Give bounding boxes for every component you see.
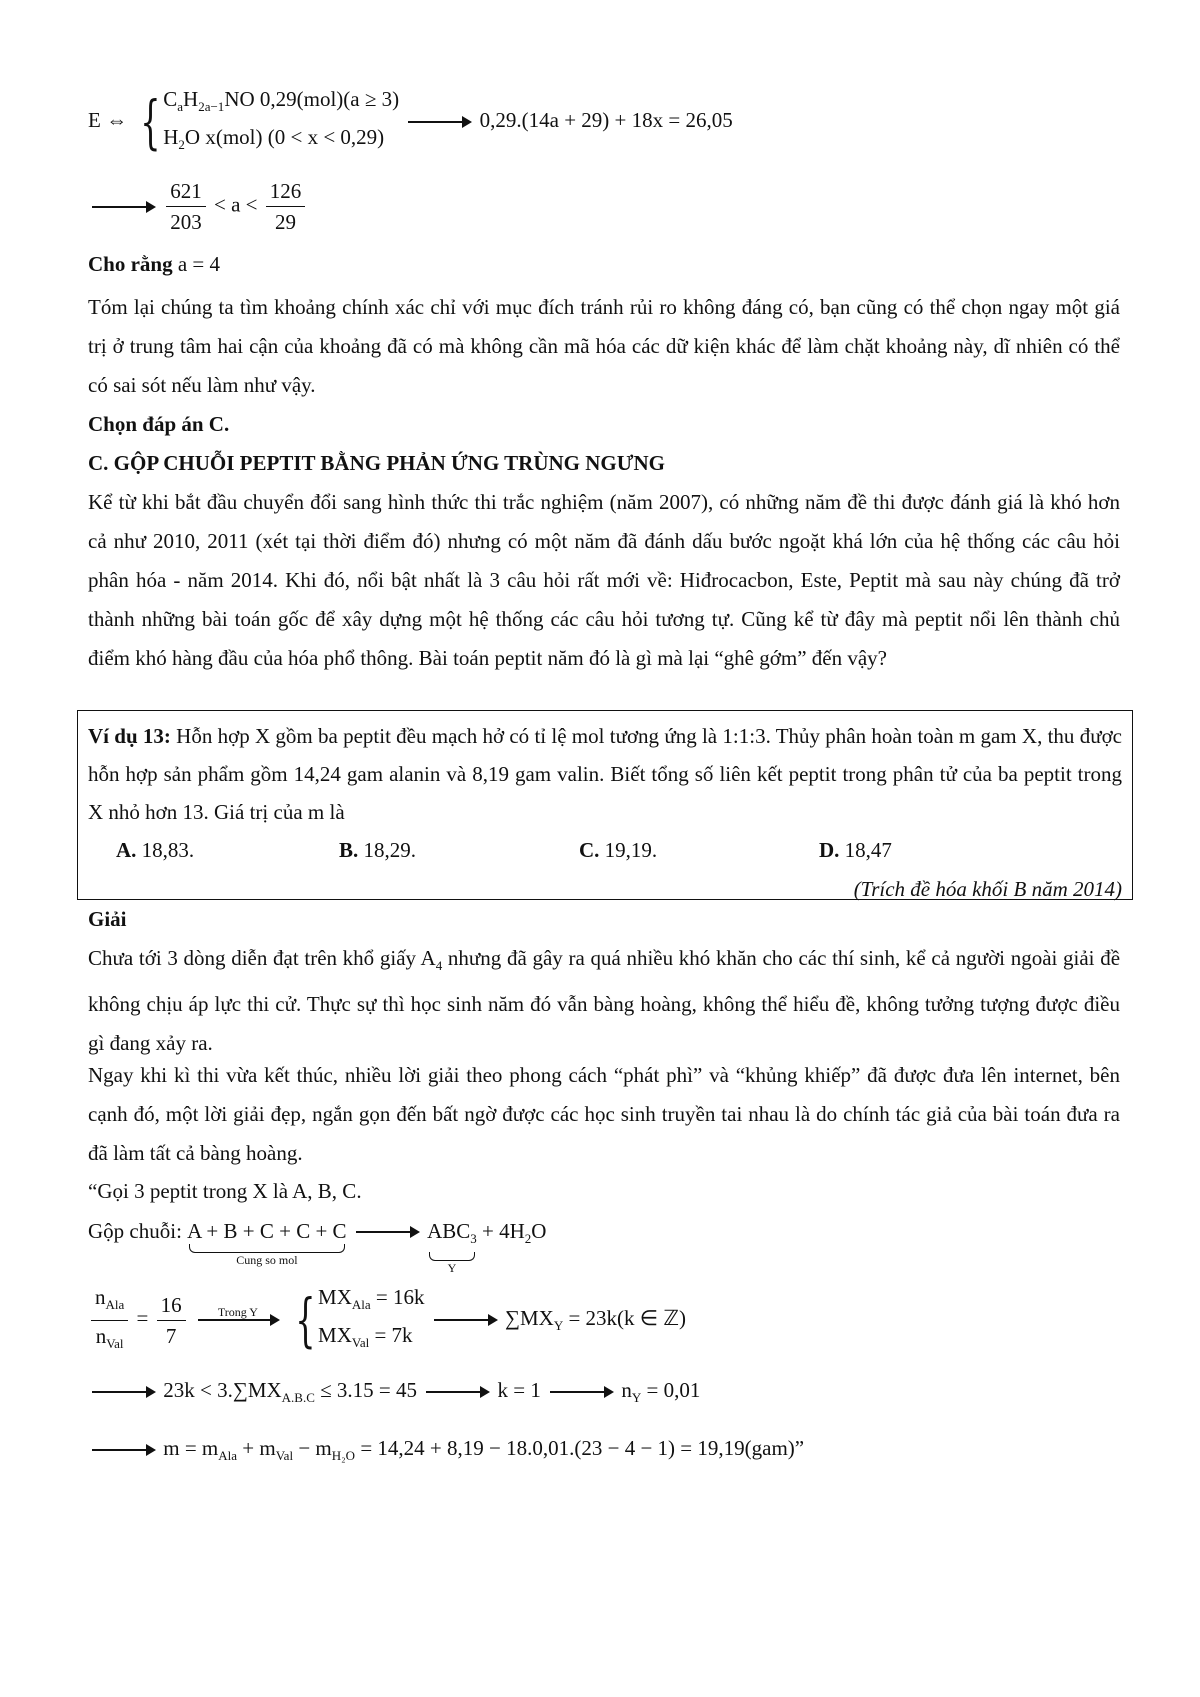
ratio-equals: = bbox=[136, 1306, 149, 1330]
ratio-system: { $MX_{Ala} = 16k$ $MX_{Val} = 7k$ bbox=[295, 1285, 425, 1355]
assumption-line bbox=[88, 252, 220, 277]
equation-bounds bbox=[88, 178, 308, 235]
right-arrow-icon bbox=[92, 1449, 154, 1451]
fraction-upper: $\frac{126}{29}$ bbox=[266, 178, 306, 235]
fraction-lower: $\frac{621}{203}$ bbox=[166, 178, 206, 235]
merge-label: Gộp chuỗi: bbox=[88, 1219, 182, 1243]
choose-answer: Chọn đáp án C. bbox=[88, 412, 230, 436]
k-inequality-line: $23k < 3.\sum MX_{A.B.C} \le 3.15 = 45$ k = 1 $n_Y = 0,01$ bbox=[88, 1378, 700, 1406]
assumption-label: Cho rằng bbox=[88, 252, 173, 276]
paragraph-call-peptides: “Gọi 3 peptit trong X là A, B, C. bbox=[88, 1179, 362, 1203]
left-brace-icon: { bbox=[140, 88, 161, 157]
eq1-system bbox=[132, 84, 399, 160]
ratio-result: $\sum MX_Y = 23k(k$ ∈ ℤ) bbox=[505, 1306, 686, 1334]
right-arrow-icon bbox=[408, 121, 470, 123]
option-a: A. 18,83. bbox=[116, 838, 195, 862]
right-arrow-icon bbox=[550, 1391, 612, 1393]
right-arrow-icon bbox=[356, 1231, 418, 1233]
right-arrow-icon bbox=[426, 1391, 488, 1393]
example-question: Ví dụ 13: Hỗn hợp X gồm ba peptit đều mạch hở có tỉ lệ mol tương ứng là 1:1:3. Thủy phân hoàn toàn m gam X, thu được hỗn hợp sản phẩm gồm 14,24 gam alanin và 8,19 gam valin. Biết tổng số liên kết peptit trong phân tử của ba peptit trong X nhỏ hơn 13. Giá trị của m là bbox=[88, 724, 1122, 824]
right-arrow-icon bbox=[92, 206, 154, 208]
paragraph-summary: Tóm lại chúng ta tìm khoảng chính xác chỉ với mục đích tránh rủi ro không đáng có, bạn cũng có thể chọn ngay một giá trị ở trung tâm hai cận của khoảng đã có mà không cần mã hóa các dữ kiện khác để làm chặt khoảng này, dĩ nhiên có thể có sai sót nếu làm như vậy. bbox=[88, 295, 1120, 397]
option-d: D. 18,47 bbox=[819, 838, 892, 862]
eq2-inequality: < a < bbox=[214, 192, 258, 217]
merge-product-y: $ABC_3$ Y bbox=[427, 1219, 477, 1276]
ratio-equation bbox=[88, 1282, 686, 1358]
example-source: (Trích đề hóa khối B năm 2014) bbox=[853, 877, 1122, 901]
ratio-value-fraction: $\frac{16}{7}$ bbox=[157, 1292, 186, 1349]
eq1-row1: $C_aH_{2a-1}NO$ 0,29(mol)(a ≥ 3) bbox=[163, 87, 400, 115]
eq1-row2: $H_2O$ x(mol) (0 < x < 0,29) bbox=[163, 125, 385, 153]
left-brace-icon: { bbox=[295, 1286, 316, 1355]
equation-system-e bbox=[88, 84, 733, 160]
example-box bbox=[77, 710, 1133, 900]
merge-water: + $4H_2O$ bbox=[482, 1219, 547, 1247]
merge-lhs: A + B + C + C + C Cung so mol bbox=[187, 1219, 347, 1267]
arrow-trong-y: Trong Y bbox=[198, 1305, 278, 1335]
solution-label: Giải bbox=[88, 907, 127, 931]
paragraph-intro: Kể từ khi bắt đầu chuyển đổi sang hình thức thi trắc nghiệm (năm 2007), có những năm đề thi được đánh giá là khó hơn cả như 2010, 2011 (xét tại thời điểm đó) nhưng có một năm đã đánh dấu bước ngoặt khá lớn của hệ thống các câu hỏi phân hóa - năm 2014. Khi đó, nổi bật nhất là 3 câu hỏi rất mới về: Hiđrocacbon, Este, Peptit mà sau này chúng đã trở thành những bài toán gốc để xây dựng một hệ thống các câu hỏi tương tự. Cũng kể từ đây mà peptit nổi lên thành chủ điểm khó hàng đầu của hóa phổ thông. Bài toán peptit năm đó là gì mà lại “ghê gớm” đến vậy? bbox=[88, 490, 1120, 670]
paragraph-difficulty: Chưa tới 3 dòng diễn đạt trên khổ giấy $A_4$ nhưng đã gây ra quá nhiều khó khăn cho các thí sinh, kể cả người ngoài giải đề không chịu áp lực thi cử. Thực sự thì học sinh năm đó vẫn bàng hoàng, không thể hiểu đề, không tưởng tượng được điều gì đang xảy ra. bbox=[88, 946, 1121, 1056]
right-arrow-icon bbox=[434, 1319, 496, 1321]
merge-chain-equation bbox=[88, 1218, 546, 1275]
eq1-lhs: E ⇔ bbox=[88, 108, 128, 132]
option-b: B. 18,29. bbox=[339, 838, 417, 862]
ratio-fraction: $\frac{n_{Ala}}{n_{Val}}$ bbox=[91, 1284, 128, 1357]
answer-options bbox=[88, 831, 1122, 870]
paragraph-solutions: Ngay khi kì thi vừa kết thúc, nhiều lời giải theo phong cách “phát phì” và “khủng khiếp” đã được đưa lên internet, bên cạnh đó, một lời giải đẹp, ngắn gọn đến bất ngờ được các học sinh truyền tai nhau là do chính tác giả của bài toán đưa ra đã làm tất cả bàng hoàng. bbox=[88, 1063, 1120, 1165]
option-c: C. 19,19. bbox=[579, 838, 658, 862]
eq1-rhs: 0,29.(14a + 29) + 18x = 26,05 bbox=[479, 108, 733, 132]
m-result-line: $m = m_{Ala} + m_{Val} - m_{H_2O} = 14,24 + 8,19 - 18.0,01.(23 - 4 - 1) = 19,19(gam)$” bbox=[88, 1436, 804, 1464]
section-heading: C. GỘP CHUỖI PEPTIT BẰNG PHẢN ỨNG TRÙNG NGƯNG bbox=[88, 451, 665, 475]
assumption-value: a = 4 bbox=[177, 252, 221, 276]
right-arrow-icon bbox=[92, 1391, 154, 1393]
